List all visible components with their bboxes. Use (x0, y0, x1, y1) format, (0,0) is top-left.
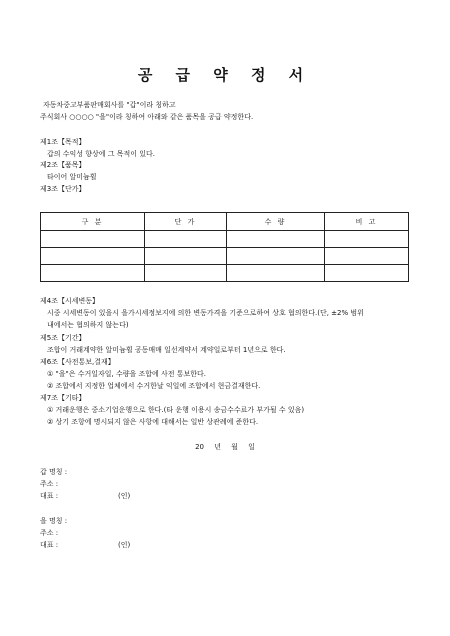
article-7-text-1: ① 거래운행은 중소기업운행으로 한다.(타 운행 이용시 송금수수료가 부가될 수 있음) (47, 406, 305, 414)
article-7-text-2: ② 상기 조항에 명시되지 않은 사항에 대해서는 일반 상관례에 준한다. (47, 418, 259, 426)
article-4-text-2: 내에서는 협의하지 않는다) (47, 321, 129, 329)
article-4-text-1: 시중 시세변동이 있을시 을가시세정보지에 의한 변동가격을 기준으로하여 상호 협의한다.(단, ±2% 범위 (47, 309, 364, 317)
article-1-text: 갑의 수익성 향상에 그 목적이 있다. (47, 150, 156, 158)
party-a-seal: (인) (118, 492, 131, 500)
table-header-row (41, 213, 409, 231)
party-b-name-label: 을 명칭 : (40, 517, 68, 525)
table-cell (227, 231, 325, 248)
table-cell (145, 265, 227, 282)
date-line: 20 년 월 일 (195, 443, 255, 451)
party-a-name-label: 갑 명칭 : (40, 468, 68, 476)
party-a-rep-label: 대표 : (40, 492, 59, 500)
intro-line-2: 주식회사 ○○○○ "을"이라 칭하여 아래와 같은 품목을 공급 약정한다. (40, 113, 254, 121)
party-b-rep-label: 대표 : (40, 541, 59, 549)
article-6-heading: 제6조【사전통보,결재】 (40, 358, 115, 366)
table-header-remarks: 비 고 (325, 213, 409, 231)
document-title: 공 급 약 정 서 (137, 66, 313, 84)
party-a-address-label: 주소 : (40, 480, 59, 488)
party-b-seal: (인) (118, 541, 131, 549)
table-header-quantity: 수 량 (227, 213, 325, 231)
article-2-heading: 제2조【품목】 (40, 161, 86, 169)
table-cell (227, 248, 325, 265)
article-5-heading: 제5조【기간】 (40, 334, 86, 342)
party-b-address-label: 주소 : (40, 529, 59, 537)
price-table (40, 212, 409, 282)
article-6-text-1: ① "을"은 수거일자일, 수량을 조합에 사전 통보한다. (47, 370, 206, 378)
article-2-text: 타이어 알미늄휠 (47, 173, 97, 181)
article-5-text: 조합이 거래계약한 알미늄휠 공동매매 일선계약서 계약일로부터 1년으로 한다. (47, 346, 286, 354)
article-6-text-2: ② 조합에서 지정한 업체에서 수거한날 익일에 조합에서 현금결재한다. (47, 382, 261, 390)
table-cell (227, 265, 325, 282)
table-header-unit-price: 단 가 (145, 213, 227, 231)
table-header-category: 구 분 (41, 213, 145, 231)
table-cell (145, 248, 227, 265)
article-7-heading: 제7조【기타】 (40, 394, 86, 402)
table-cell (41, 265, 145, 282)
article-4-heading: 제4조【시세변동】 (40, 297, 100, 305)
table-row (41, 231, 409, 248)
table-cell (41, 231, 145, 248)
table-cell (41, 248, 145, 265)
table-row (41, 265, 409, 282)
table-cell (145, 231, 227, 248)
table-row (41, 248, 409, 265)
intro-line-1: 자동차중고부품판매회사를 "갑"이라 칭하고 (43, 101, 176, 109)
article-3-heading: 제3조【단가】 (40, 185, 86, 193)
table-cell (325, 231, 409, 248)
table-cell (325, 248, 409, 265)
article-1-heading: 제1조【목적】 (40, 138, 86, 146)
table-cell (325, 265, 409, 282)
